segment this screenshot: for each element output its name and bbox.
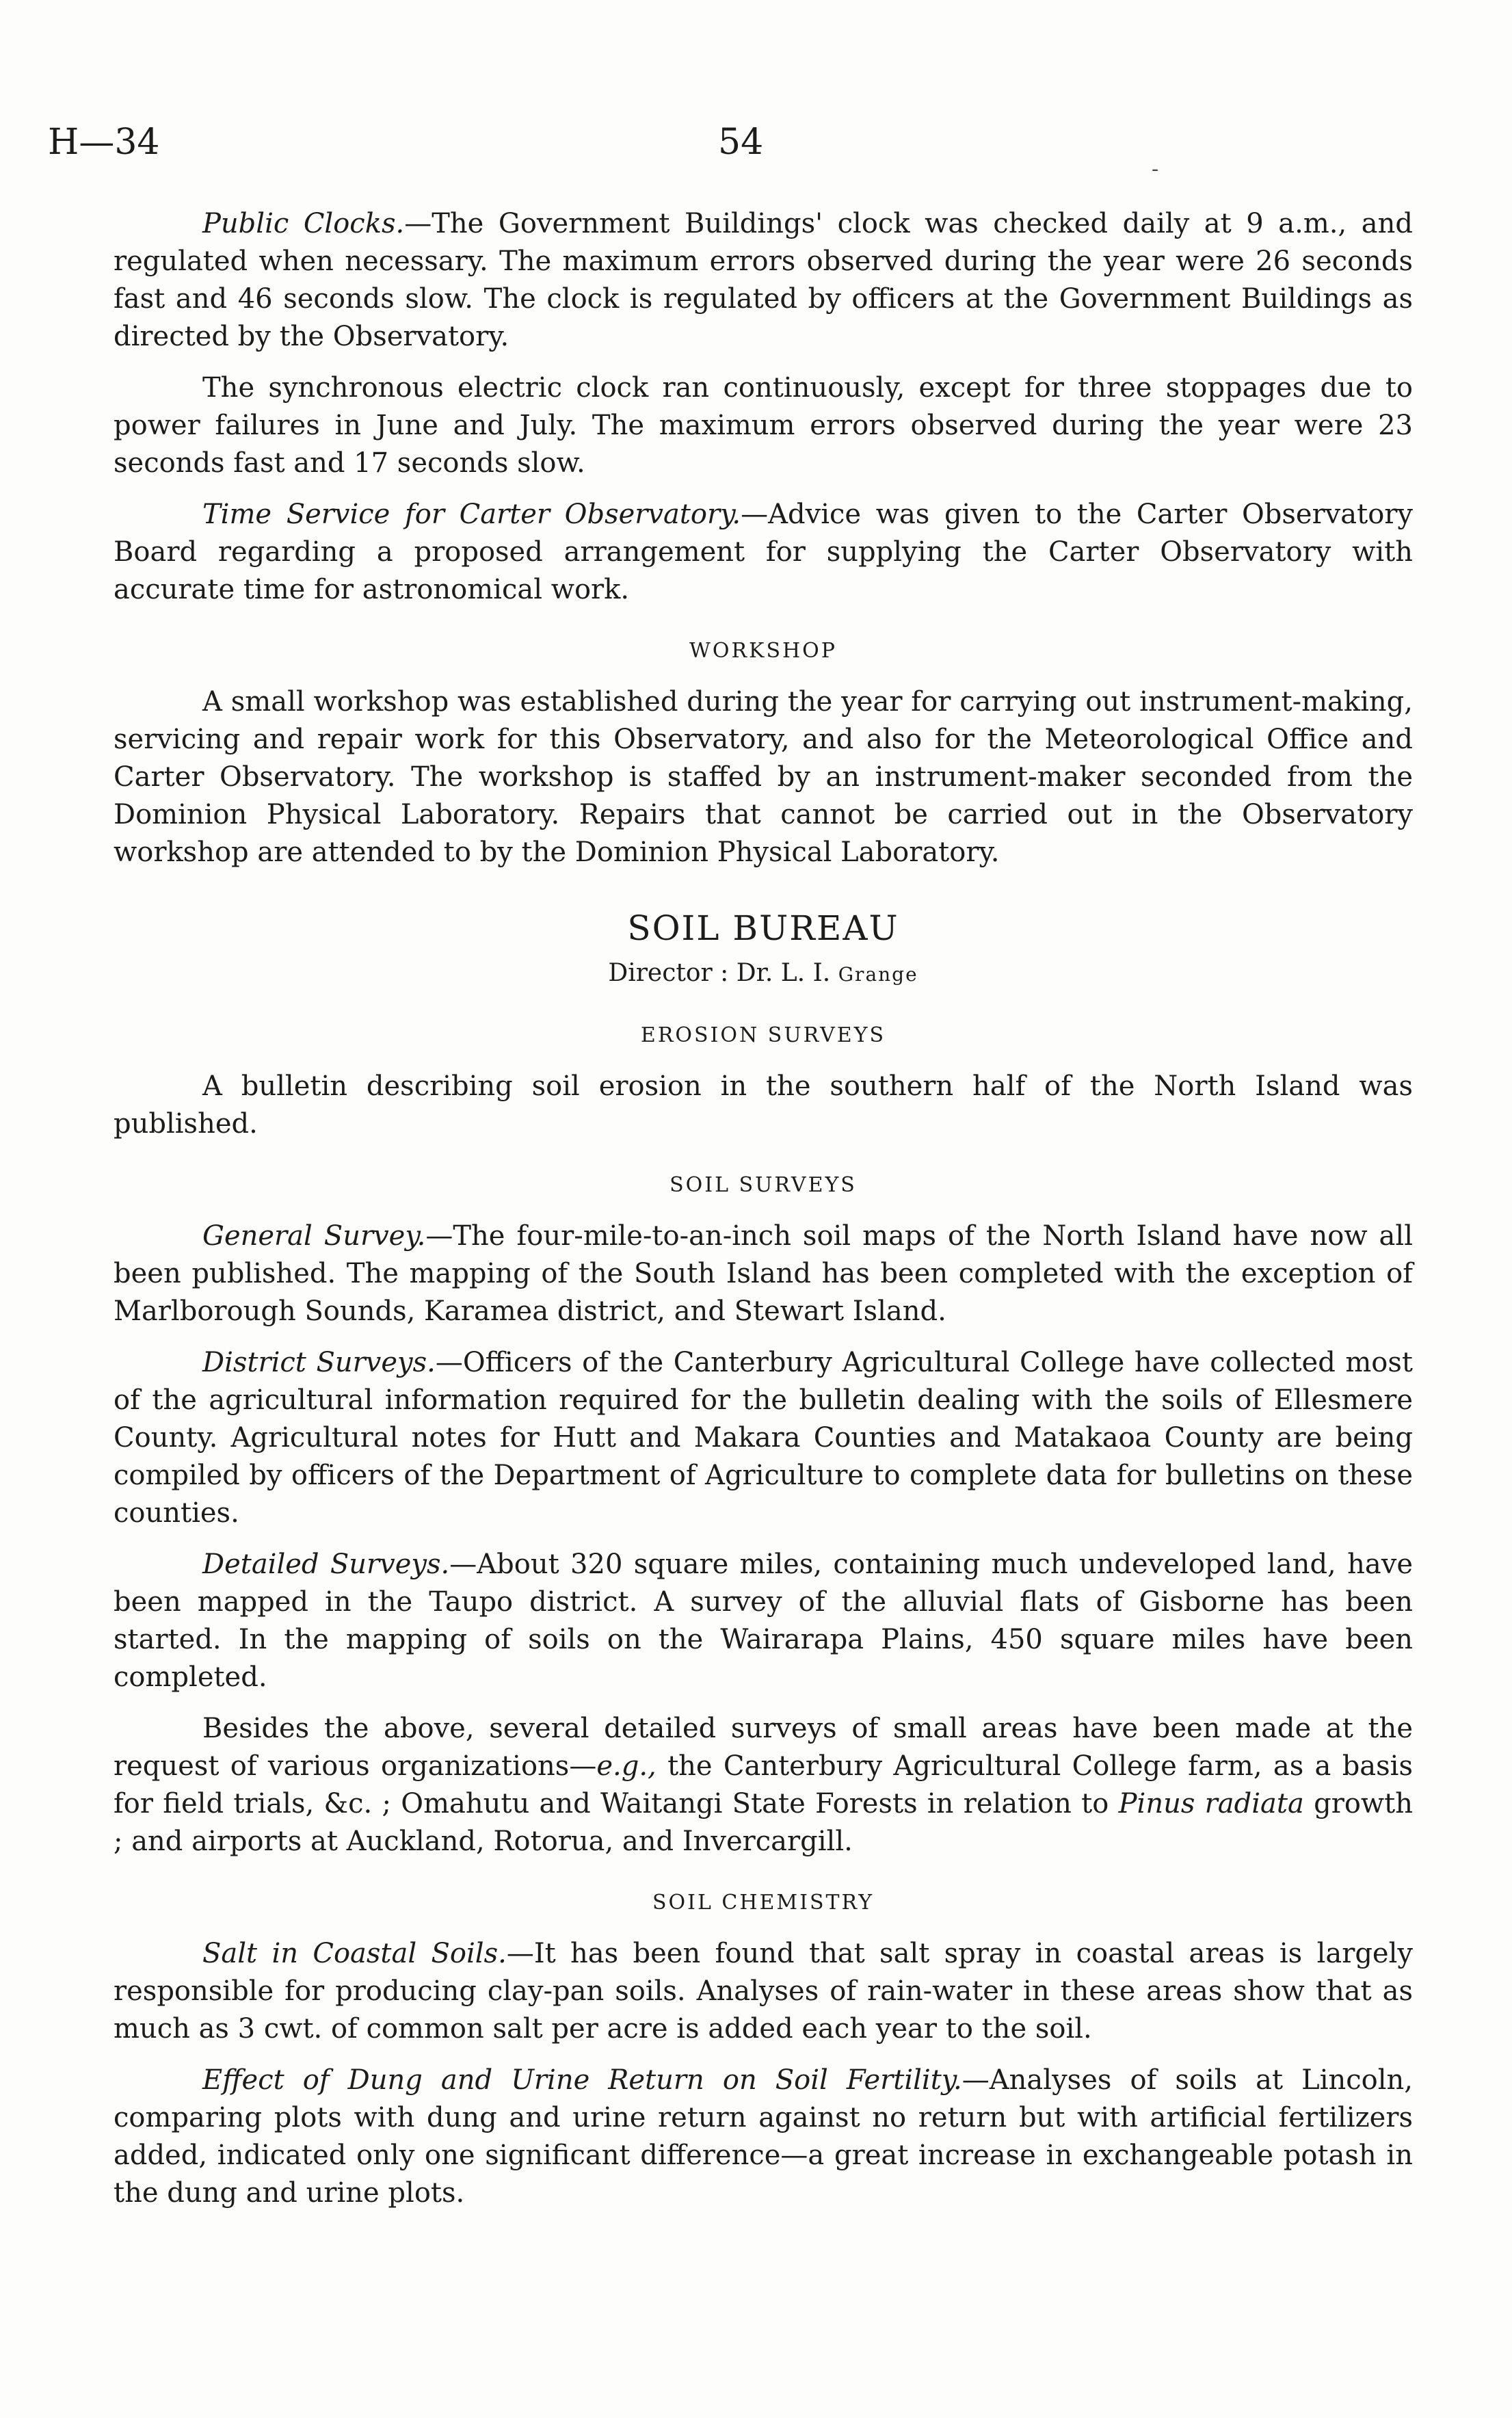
besides-text-3: growth ; and airports at Auckland, Rotorua, and Invercargill. — [114, 1788, 1413, 1857]
erosion-surveys-paragraph: A bulletin describing soil erosion in the southern half of the North Island was published. — [114, 1070, 1413, 1140]
general-survey-paragraph — [114, 1218, 1413, 1330]
besides-eg: e.g., — [596, 1750, 656, 1782]
time-service-paragraph — [114, 496, 1413, 609]
page-body — [114, 205, 1413, 2226]
soil-chemistry-heading: SOIL CHEMISTRY — [652, 1891, 875, 1915]
public-clocks-text: —The Government Buildings' clock was checked daily at 9 a.m., and regulated when necessary. The maximum errors observed during the year were 26 seconds fast and 46 seconds slow. The clock is regulated by officers at the Government Buildings as directed by the Observatory. — [114, 208, 1413, 352]
time-service-text: —Advice was given to the Carter Observatory Board regarding a proposed arrangement for supplying the Carter Observatory with accurate time for astronomical work. — [114, 499, 1414, 605]
detailed-surveys-paragraph — [114, 1546, 1413, 1696]
besides-text-2: the Canterbury Agricultural College farm, as a basis for field trials, &c. ; Omahutu and Waitangi State Forests in relation to — [114, 1750, 1413, 1819]
general-survey-lead: General Survey. — [202, 1220, 426, 1252]
detailed-surveys-text: —About 320 square miles, containing much undeveloped land, have been mapped in the Taupo district. A survey of the alluvial flats of Gisborne has been started. In the mapping of soils on the Wairarapa Plains, 450 square miles have been completed. — [114, 1549, 1414, 1693]
page-header — [48, 122, 1416, 181]
erosion-surveys-heading: EROSION SURVEYS — [640, 1023, 886, 1047]
director-label: Director : — [608, 959, 729, 987]
soil-surveys-heading: SOIL SURVEYS — [669, 1173, 857, 1197]
dung-text: —Analyses of soils at Lincoln, comparing plots with dung and urine return against no return but with artificial fertilizers added, indicated only one significant difference—a great increase in exchangeable potash in the dung and urine plots. — [114, 2064, 1414, 2209]
corner-mark: - — [1152, 157, 1159, 181]
workshop-paragraph: A small workshop was established during the year for carrying out instrument-making, servicing and repair work for this Observatory, and also for the Meteorological Office and Carter Observatory. The workshop is staffed by an instrument-maker seconded from the Dominion Physical Laboratory. Repairs that cannot be carried out in the Observatory workshop are attended to by the Dominion Physical Laboratory. — [114, 686, 1413, 868]
besides-species: Pinus radiata — [1118, 1788, 1304, 1819]
soil-bureau-heading: SOIL BUREAU — [627, 908, 899, 948]
salt-lead: Salt in Coastal Soils. — [202, 1938, 507, 1969]
director-line — [114, 954, 1413, 993]
workshop-heading: WORKSHOP — [689, 639, 837, 663]
besides-text-1: Besides the above, several detailed surveys of small areas have been made at the request of various organizations— — [114, 1713, 1413, 1782]
district-surveys-paragraph — [114, 1344, 1413, 1532]
besides-paragraph — [114, 1710, 1413, 1861]
district-surveys-lead: District Surveys. — [202, 1347, 436, 1378]
salt-text: —It has been found that salt spray in coastal areas is largely responsible for producing clay-pan soils. Analyses of rain-water in these areas show that as much as 3 cwt. of common salt per acre is added each year to the soil. — [114, 1938, 1413, 2045]
general-survey-text: —The four-mile-to-an-inch soil maps of the North Island have now all been published. The mapping of the South Island has been completed with the exception of Marlborough Sounds, Karamea district, and Stewart Island. — [114, 1220, 1413, 1327]
director-surname: Grange — [838, 963, 918, 986]
detailed-surveys-lead: Detailed Surveys. — [202, 1549, 450, 1580]
salt-paragraph — [114, 1935, 1413, 2048]
synchronous-clock-paragraph: The synchronous electric clock ran continuously, except for three stoppages due to power failures in June and July. The maximum errors observed during the year were 23 seconds fast and 17 seconds slow. — [114, 372, 1413, 479]
director-initials: Dr. L. I. — [736, 959, 831, 987]
page-number: 54 — [718, 122, 764, 163]
time-service-lead: Time Service for Carter Observatory. — [202, 499, 741, 530]
public-clocks-lead: Public Clocks. — [202, 208, 405, 239]
public-clocks-paragraph — [114, 205, 1413, 356]
dung-lead: Effect of Dung and Urine Return on Soil Fertility. — [202, 2064, 962, 2096]
district-surveys-text: —Officers of the Canterbury Agricultural College have collected most of the agricultural information required for the bulletin dealing with the soils of Ellesmere County. Agricultural notes for Hutt and Makara Counties and Matakaoa County are being compiled by officers of the Department of Agriculture to complete data for bulletins on these counties. — [114, 1347, 1413, 1529]
dung-paragraph — [114, 2062, 1413, 2212]
page-reference: H—34 — [48, 122, 160, 163]
